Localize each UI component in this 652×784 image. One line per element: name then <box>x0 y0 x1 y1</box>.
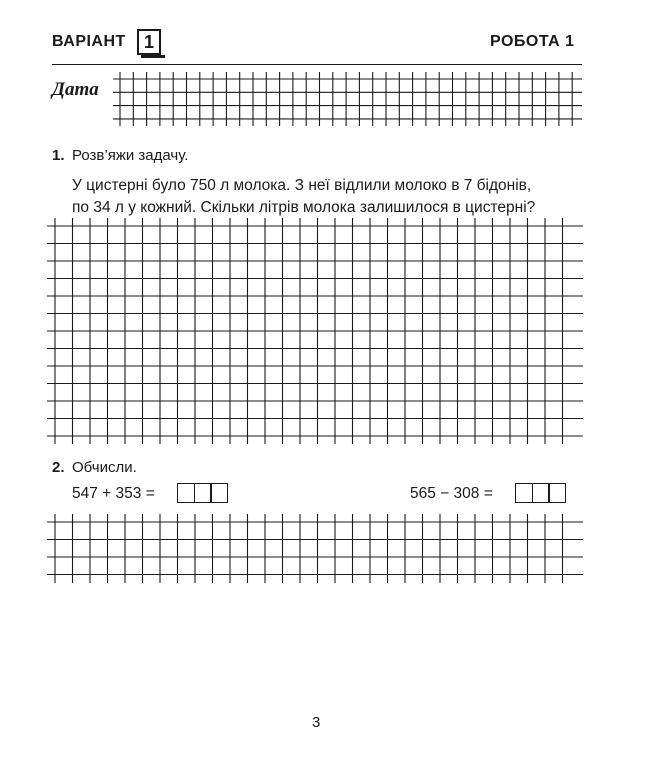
variant-label: ВАРІАНТ <box>52 33 126 50</box>
task-2-instruction: Обчисли. <box>72 459 137 476</box>
date-label: Дата <box>52 79 99 100</box>
date-grid[interactable] <box>113 72 582 126</box>
task-1-problem-line-1: У цистерні було 750 л молока. З неї відлили молоко в 7 бідонів, <box>72 177 532 194</box>
task-1-problem-line-2: по 34 л у кожний. Скільки літрів молока залишилося в цистерні? <box>72 199 536 216</box>
variant-number: 1 <box>137 29 161 55</box>
expression-1: 547 + 353 = <box>72 485 155 502</box>
task-2-number: 2. <box>52 459 65 476</box>
task-1-instruction: Розв’яжи задачу. <box>72 147 189 164</box>
expression-2: 565 − 308 = <box>410 485 493 502</box>
task-1-work-grid[interactable] <box>47 218 583 444</box>
work-label: РОБОТА 1 <box>490 33 575 50</box>
task-2-work-grid[interactable] <box>47 514 583 583</box>
page-number: 3 <box>312 714 321 731</box>
task-1-number: 1. <box>52 147 65 164</box>
